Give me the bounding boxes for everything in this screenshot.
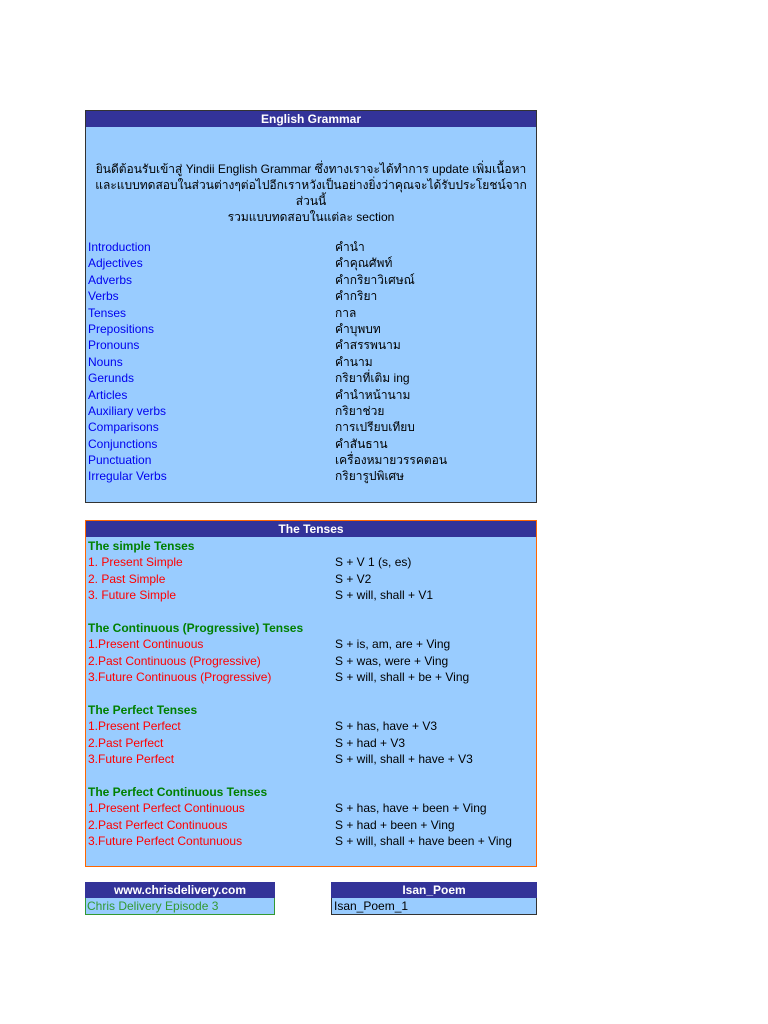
topic-thai: คำสรรพนาม — [335, 338, 401, 353]
tense-link[interactable]: 3. Future Simple — [88, 588, 177, 603]
tense-formula: S + will, shall + be + Ving — [335, 670, 470, 685]
tense-link[interactable]: 2.Past Perfect — [88, 735, 164, 750]
topic-thai: คำคุณศัพท์ — [335, 256, 393, 271]
section-heading: The Continuous (Progressive) Tenses — [88, 620, 304, 635]
topic-thai: การเปรียบเทียบ — [335, 420, 415, 435]
spacer — [88, 767, 534, 783]
topic-row — [88, 337, 534, 353]
topic-thai: กริยาช่วย — [335, 403, 385, 418]
tense-row — [88, 800, 534, 816]
tense-row — [88, 751, 534, 767]
topic-thai: คำกริยาวิเศษณ์ — [335, 272, 415, 287]
tenses-content — [88, 538, 534, 849]
tense-formula: S + will, shall + V1 — [335, 588, 434, 603]
grammar-intro-line-2: และแบบทดสอบในส่วนต่างๆต่อไปอีกเราหวังเป็นอย่างยิ่งว่าคุณจะได้รับประโยชน์จากส่วนนี้ — [95, 178, 527, 208]
topic-link[interactable]: Tenses — [88, 305, 127, 320]
tense-formula: S + will, shall + have + V3 — [335, 752, 473, 767]
tense-formula: S + has, have + V3 — [335, 719, 438, 734]
tense-row — [88, 653, 534, 669]
tense-link[interactable]: 1.Present Continuous — [88, 637, 204, 652]
chris-delivery-header[interactable]: www.chrisdelivery.com — [85, 882, 275, 898]
topic-row — [88, 403, 534, 419]
tense-formula: S + had + V3 — [335, 735, 406, 750]
tense-formula: S + is, am, are + Ving — [335, 637, 451, 652]
tense-formula: S + will, shall + have been + Ving — [335, 834, 512, 849]
topic-row — [88, 305, 534, 321]
tense-link[interactable]: 3.Future Perfect — [88, 752, 175, 767]
topic-row — [88, 387, 534, 403]
tense-formula: S + was, were + Ving — [335, 653, 449, 668]
tense-row — [88, 669, 534, 685]
grammar-intro-line-1: ยินดีต้อนรับเข้าสู่ Yindii English Grammar ซึ่งทางเราจะได้ทำการ update เพิ่มเนื้อหา — [95, 162, 527, 176]
chris-delivery-link[interactable]: Chris Delivery Episode 3 — [85, 898, 275, 915]
topic-thai: คำนำหน้านาม — [335, 387, 411, 402]
topic-thai: กริยาที่เติม ing — [335, 371, 410, 386]
topic-link[interactable]: Auxiliary verbs — [88, 403, 167, 418]
tense-row — [88, 833, 534, 849]
topic-row — [88, 288, 534, 304]
isan-poem-panel — [331, 882, 537, 915]
topic-row — [88, 370, 534, 386]
tense-link[interactable]: 2.Past Perfect Continuous — [88, 817, 228, 832]
topic-link[interactable]: Conjunctions — [88, 436, 158, 451]
tense-formula: S + has, have + been + Ving — [335, 801, 487, 816]
topic-row — [88, 354, 534, 370]
topic-thai: คำกริยา — [335, 289, 378, 304]
topic-row — [88, 468, 534, 484]
spacer — [88, 686, 534, 702]
topic-thai: คำนำ — [335, 240, 365, 254]
spacer — [88, 604, 534, 620]
tense-link[interactable]: 3.Future Perfect Contunuous — [88, 834, 243, 849]
topic-row — [88, 272, 534, 288]
topic-thai: คำบุพบท — [335, 321, 381, 336]
topic-row — [88, 419, 534, 435]
topic-row — [88, 321, 534, 337]
topic-thai: เครื่องหมายวรรคตอน — [335, 453, 448, 468]
topic-thai: คำนาม — [335, 354, 373, 369]
tense-link[interactable]: 2.Past Continuous (Progressive) — [88, 653, 261, 668]
tenses-title: The Tenses — [86, 521, 536, 537]
tense-row — [88, 636, 534, 652]
topic-thai: กริยารูปพิเศษ — [335, 469, 405, 484]
topic-row — [88, 452, 534, 468]
topic-row — [88, 436, 534, 452]
topic-row — [88, 255, 534, 271]
topic-link[interactable]: Comparisons — [88, 420, 159, 435]
topic-link[interactable]: Verbs — [88, 289, 119, 304]
topic-link[interactable]: Irregular Verbs — [88, 469, 167, 484]
section-heading: The simple Tenses — [88, 539, 195, 553]
tense-row — [88, 735, 534, 751]
topic-link[interactable]: Pronouns — [88, 338, 140, 353]
tense-formula: S + V2 — [335, 571, 372, 586]
topic-thai: กาล — [335, 305, 357, 320]
topic-link[interactable]: Nouns — [88, 354, 123, 369]
tenses-panel — [85, 520, 537, 867]
section-heading: The Perfect Tenses — [88, 702, 198, 717]
tense-link[interactable]: 2. Past Simple — [88, 571, 166, 586]
topic-link[interactable]: Adjectives — [88, 256, 143, 271]
topic-link[interactable]: Punctuation — [88, 453, 152, 468]
tense-link[interactable]: 1.Present Perfect Continuous — [88, 801, 245, 816]
topic-list — [88, 239, 534, 485]
tense-link[interactable]: 1. Present Simple — [88, 555, 183, 570]
tense-row — [88, 571, 534, 587]
topic-link[interactable]: Prepositions — [88, 321, 155, 336]
tense-formula: S + had + been + Ving — [335, 817, 455, 832]
topic-link[interactable]: Articles — [88, 387, 128, 402]
tense-formula: S + V 1 (s, es) — [335, 555, 412, 570]
grammar-title: English Grammar — [86, 111, 536, 127]
section-heading: The Perfect Continuous Tenses — [88, 784, 268, 799]
topic-thai: คำสันธาน — [335, 436, 388, 451]
isan-poem-header: Isan_Poem — [331, 882, 537, 898]
topic-link[interactable]: Introduction — [88, 240, 151, 254]
grammar-subtitle: รวมแบบทดสอบในแต่ละ section — [227, 210, 395, 224]
tense-row — [88, 587, 534, 603]
tense-row — [88, 817, 534, 833]
tense-row — [88, 554, 534, 570]
isan-poem-link[interactable]: Isan_Poem_1 — [331, 898, 537, 915]
chris-delivery-panel — [85, 882, 275, 915]
tense-link[interactable]: 1.Present Perfect — [88, 719, 181, 734]
topic-link[interactable]: Gerunds — [88, 371, 135, 386]
grammar-panel — [85, 110, 537, 503]
tense-link[interactable]: 3.Future Continuous (Progressive) — [88, 670, 272, 685]
topic-link[interactable]: Adverbs — [88, 272, 133, 287]
grammar-intro — [86, 161, 536, 209]
topic-row — [88, 239, 534, 255]
tense-row — [88, 718, 534, 734]
